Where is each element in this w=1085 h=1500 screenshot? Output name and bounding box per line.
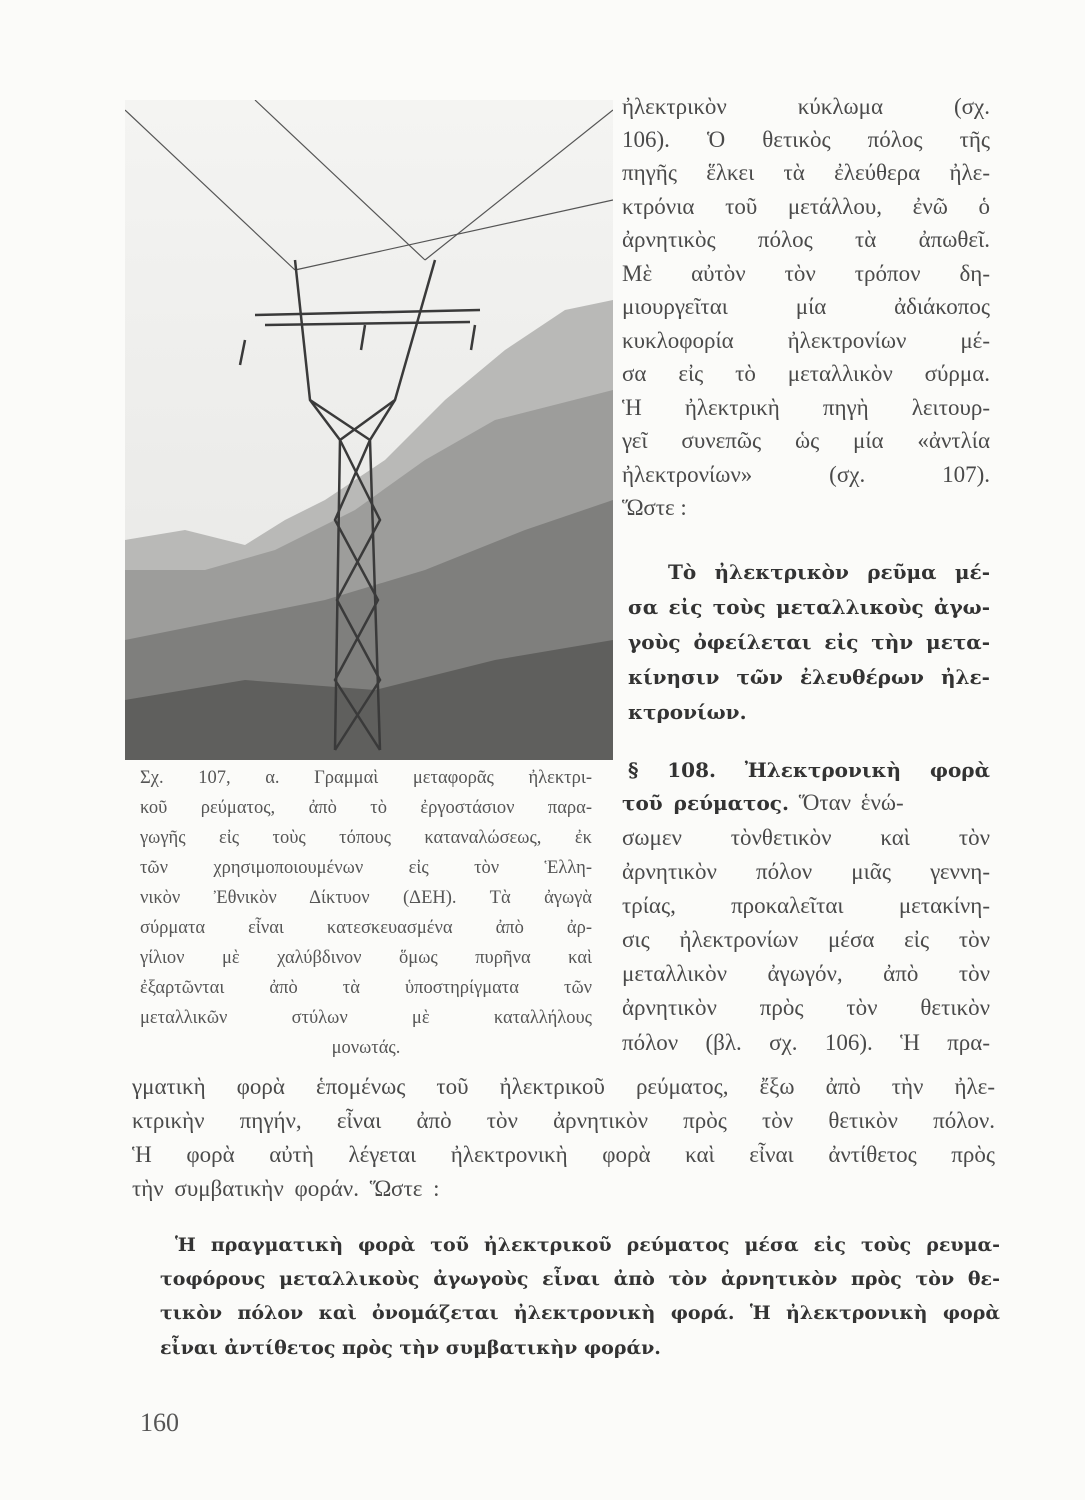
text-line: κυκλοφορία ἠλεκτρονίων μέ- xyxy=(622,328,990,353)
text-line: Ὥστε : xyxy=(622,495,687,520)
caption-line: Σχ. 107, α. Γραμμαὶ μεταφορᾶς ἠλεκτρι- xyxy=(140,768,592,788)
section-heading-cont: τοῦ ρεύματος. xyxy=(622,791,789,815)
text-line: μεταλλικὸν ἀγωγόν, ἀπὸ τὸν xyxy=(622,961,990,986)
text-line xyxy=(622,790,990,816)
text-line: τρίας, προκαλεῖται μετακίνη- xyxy=(622,893,990,918)
text-line: ἠλεκτρικὸν κύκλωμα (σχ. xyxy=(622,94,990,119)
text-line: Ἡ φορὰ αὐτὴ λέγεται ἠλεκτρονικὴ φορὰ καὶ εἶναι ἀντίθετος πρὸς xyxy=(132,1142,995,1167)
caption-line: κοῦ ρεύματος, ἀπὸ τὸ ἐργοστάσιον παρα- xyxy=(140,798,592,818)
page-number: 160 xyxy=(140,1408,179,1437)
power-line-tower-photo xyxy=(125,100,613,760)
section-heading: § 108. Ἠλεκτρονικὴ φορὰ xyxy=(628,758,990,782)
text-line: γεῖ συνεπῶς ὡς μία «ἀντλία xyxy=(622,428,990,453)
text-line: σα εἰς τοὺς μεταλλικοὺς ἀγω- xyxy=(628,595,990,619)
text-line: κτρονίων. xyxy=(628,700,747,724)
caption-line: μεταλλικῶν στύλων μὲ καταλλήλους xyxy=(140,1008,592,1028)
caption-line: τῶν χρησιμοποιουμένων εἰς τὸν Ἑλλη- xyxy=(140,858,592,878)
text-line: κτρόνια τοῦ μετάλλου, ἐνῶ ὁ xyxy=(622,194,990,219)
text-line: Ἡ πραγματικὴ φορὰ τοῦ ἠλεκτρικοῦ ρεύματος μέσα εἰς τοὺς ρευμα- xyxy=(175,1234,1000,1256)
text-line: σις ἠλεκτρονίων μέσα εἰς τὸν xyxy=(622,927,990,952)
text-line: τοφόρους μεταλλικοὺς ἀγωγοὺς εἶναι ἀπὸ τὸν ἀρνητικὸν πρὸς τὸν θε- xyxy=(160,1268,1000,1290)
text-line: 106). Ὁ θετικὸς πόλος τῆς xyxy=(622,127,990,152)
text-line: τὴν συμβατικὴν φοράν. Ὥστε : xyxy=(132,1176,440,1201)
text-line: ἀρνητικὸν πρὸς τὸν θετικὸν xyxy=(622,995,990,1020)
caption-line: σύρματα εἶναι κατεσκευασμένα ἀπὸ ἀρ- xyxy=(140,918,592,938)
caption-line: ἐξαρτῶνται ἀπὸ τὰ ὑποστηρίγματα τῶν xyxy=(140,978,592,998)
text-line: γοὺς ὀφείλεται εἰς τὴν μετα- xyxy=(628,630,990,654)
text-line: κτρικὴν πηγήν, εἶναι ἀπὸ τὸν ἀρνητικὸν πρὸς τὸν θετικὸν πόλον. xyxy=(132,1108,995,1133)
text-line: κίνησιν τῶν ἐλευθέρων ἠλε- xyxy=(628,665,990,689)
text-line: εἶναι ἀντίθετος πρὸς τὴν συμβατικὴν φοράν. xyxy=(160,1337,661,1359)
caption-line: νικὸν Ἐθνικὸν Δίκτυον (ΔΕΗ). Τὰ ἀγωγὰ xyxy=(140,888,592,908)
text-line: γματικὴ φορὰ ἑπομένως τοῦ ἠλεκτρικοῦ ρεύματος, ἔξω ἀπὸ τὴν ἠλε- xyxy=(132,1074,995,1099)
text-line: Μὲ αὐτὸν τὸν τρόπον δη- xyxy=(622,261,990,286)
caption-line: γίλιον μὲ χαλύβδινον ὅμως πυρῆνα καὶ xyxy=(140,948,592,968)
text-line: πηγῆς ἕλκει τὰ ἐλεύθερα ἠλε- xyxy=(622,160,990,185)
caption-line: γωγῆς εἰς τοὺς τόπους καταναλώσεως, ἐκ xyxy=(140,828,592,848)
text-line: μιουργεῖται μία ἀδιάκοπος xyxy=(622,294,990,319)
caption-line: μονωτάς. xyxy=(331,1038,401,1058)
text-line: τικὸν πόλον καὶ ὀνομάζεται ἠλεκτρονικὴ φορά. Ἡ ἠλεκτρονικὴ φορὰ xyxy=(160,1302,1000,1324)
text-line: Τὸ ἠλεκτρικὸν ρεῦμα μέ- xyxy=(668,560,990,584)
text-line: πόλον (βλ. σχ. 106). Ἡ πρα- xyxy=(622,1030,990,1055)
text-line: σωμεν τὸνθετικὸν καὶ τὸν xyxy=(622,825,990,850)
text-line: σα εἰς τὸ μεταλλικὸν σύρμα. xyxy=(622,361,990,386)
text-line: ἀρνητικὸς πόλος τὰ ἀπωθεῖ. xyxy=(622,227,990,252)
text-span: Ὅταν ἑνώ- xyxy=(788,790,904,815)
text-line: ἠλεκτρονίων» (σχ. 107). xyxy=(622,462,990,487)
text-line: ἀρνητικὸν πόλον μιᾶς γεννη- xyxy=(622,859,990,884)
text-line: Ἡ ἠλεκτρικὴ πηγὴ λειτουρ- xyxy=(622,395,990,420)
